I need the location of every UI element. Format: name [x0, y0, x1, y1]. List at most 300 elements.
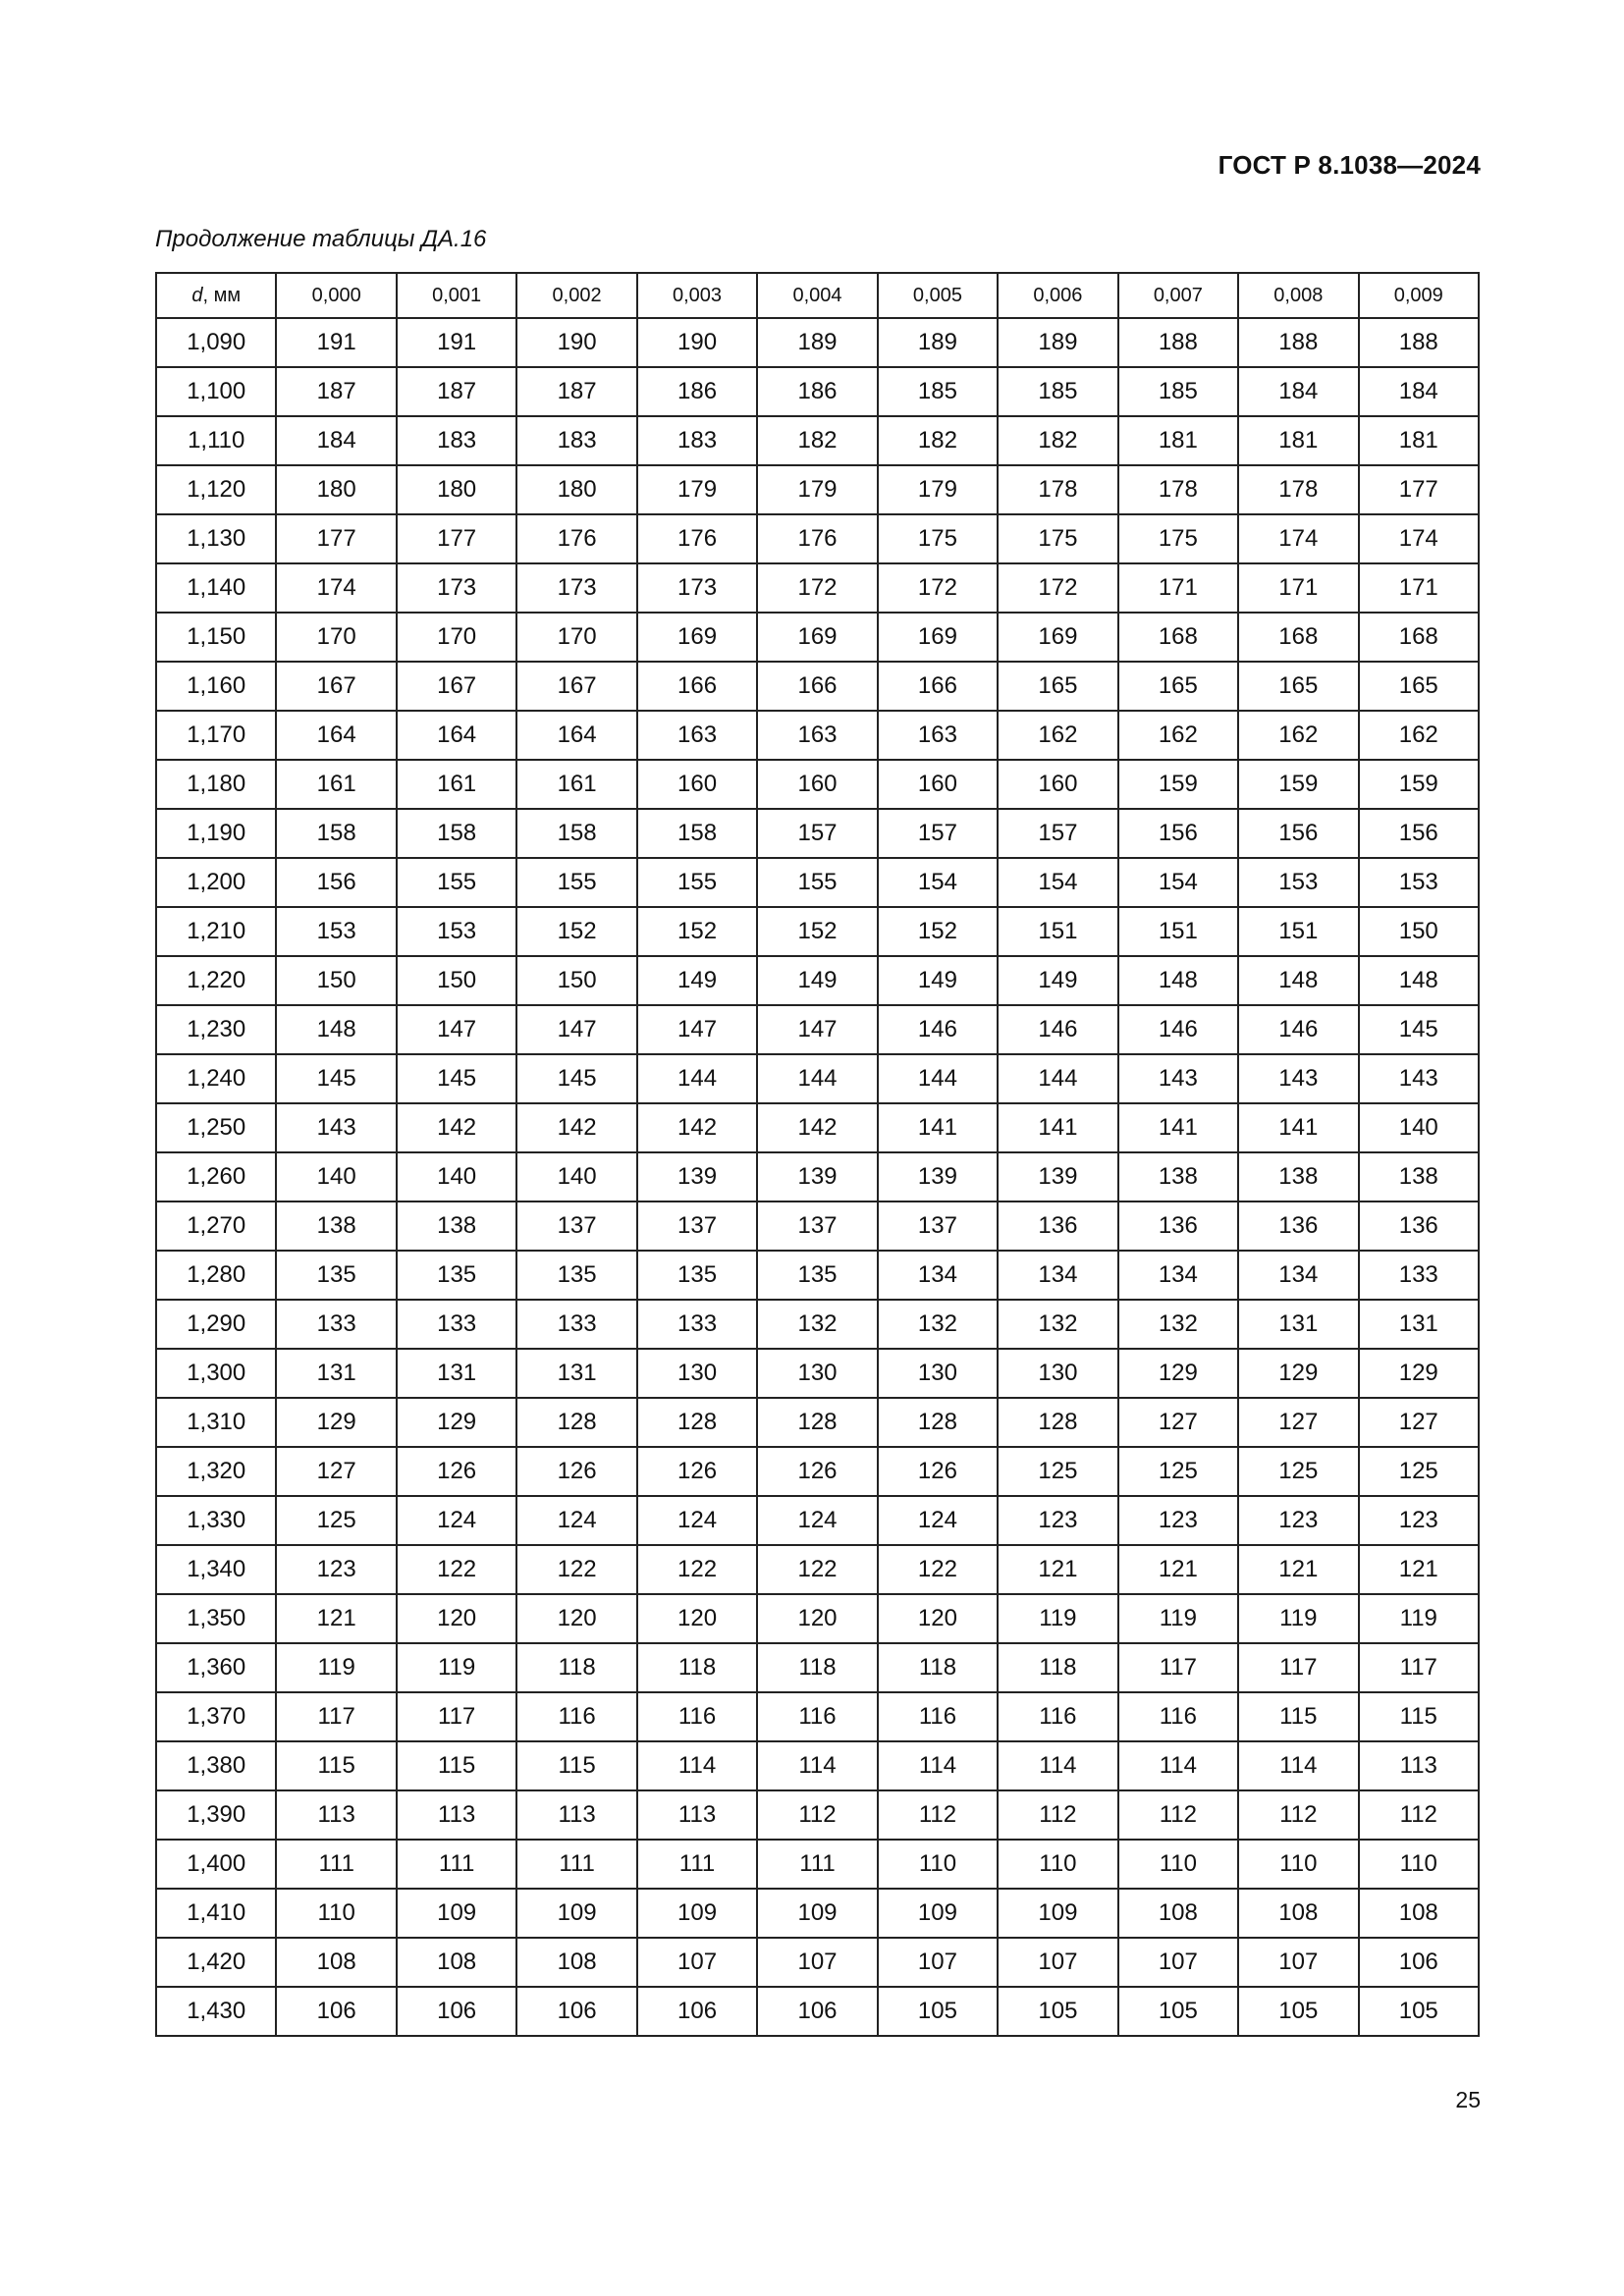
table-cell: 155 — [757, 858, 877, 907]
table-row — [156, 1643, 1479, 1692]
table-cell: 114 — [757, 1741, 877, 1790]
table-cell: 154 — [878, 858, 998, 907]
table-cell: 153 — [276, 907, 396, 956]
table-cell: 175 — [878, 514, 998, 563]
table-row — [156, 318, 1479, 367]
header-cell: 0,006 — [998, 273, 1117, 318]
table-cell: 179 — [757, 465, 877, 514]
table-cell: 143 — [276, 1103, 396, 1152]
table-cell: 169 — [878, 613, 998, 662]
table-cell: 117 — [1359, 1643, 1479, 1692]
table-cell: 119 — [1359, 1594, 1479, 1643]
table-cell: 177 — [276, 514, 396, 563]
table-row — [156, 1741, 1479, 1790]
table-cell: 156 — [1359, 809, 1479, 858]
table-cell: 178 — [998, 465, 1117, 514]
table-cell: 143 — [1238, 1054, 1358, 1103]
table-cell: 151 — [1238, 907, 1358, 956]
table-row — [156, 1889, 1479, 1938]
table-row — [156, 613, 1479, 662]
table-cell: 119 — [1118, 1594, 1238, 1643]
table-cell: 122 — [637, 1545, 757, 1594]
table-cell: 127 — [1359, 1398, 1479, 1447]
header-cell: 0,007 — [1118, 273, 1238, 318]
table-body — [156, 318, 1479, 2036]
table-cell: 140 — [397, 1152, 516, 1201]
table-cell: 109 — [397, 1889, 516, 1938]
table-cell: 131 — [276, 1349, 396, 1398]
table-cell: 154 — [998, 858, 1117, 907]
table-cell: 138 — [1238, 1152, 1358, 1201]
table-cell: 182 — [878, 416, 998, 465]
table-cell: 135 — [276, 1251, 396, 1300]
table-cell: 153 — [1238, 858, 1358, 907]
table-cell: 106 — [397, 1987, 516, 2036]
table-cell: 157 — [757, 809, 877, 858]
table-cell: 110 — [1118, 1840, 1238, 1889]
table-cell: 141 — [1118, 1103, 1238, 1152]
d-value-cell: 1,110 — [156, 416, 276, 465]
table-cell: 120 — [516, 1594, 636, 1643]
table-row — [156, 1790, 1479, 1840]
table-cell: 107 — [878, 1938, 998, 1987]
table-cell: 145 — [397, 1054, 516, 1103]
table-cell: 159 — [1359, 760, 1479, 809]
table-cell: 191 — [276, 318, 396, 367]
table-row — [156, 1840, 1479, 1889]
table-cell: 113 — [397, 1790, 516, 1840]
d-value-cell: 1,370 — [156, 1692, 276, 1741]
table-cell: 133 — [637, 1300, 757, 1349]
table-cell: 176 — [757, 514, 877, 563]
table-cell: 147 — [397, 1005, 516, 1054]
table-cell: 112 — [998, 1790, 1117, 1840]
table-cell: 129 — [1238, 1349, 1358, 1398]
data-table — [155, 272, 1480, 2037]
table-cell: 142 — [757, 1103, 877, 1152]
table-cell: 114 — [1238, 1741, 1358, 1790]
table-cell: 137 — [757, 1201, 877, 1251]
table-cell: 107 — [998, 1938, 1117, 1987]
table-cell: 119 — [998, 1594, 1117, 1643]
table-cell: 191 — [397, 318, 516, 367]
table-cell: 169 — [998, 613, 1117, 662]
table-cell: 127 — [1238, 1398, 1358, 1447]
table-cell: 119 — [1238, 1594, 1358, 1643]
table-cell: 141 — [878, 1103, 998, 1152]
table-cell: 148 — [1238, 956, 1358, 1005]
d-value-cell: 1,380 — [156, 1741, 276, 1790]
table-cell: 155 — [637, 858, 757, 907]
table-cell: 185 — [998, 367, 1117, 416]
table-cell: 140 — [276, 1152, 396, 1201]
table-row — [156, 1201, 1479, 1251]
table-cell: 189 — [878, 318, 998, 367]
table-cell: 151 — [998, 907, 1117, 956]
table-cell: 112 — [878, 1790, 998, 1840]
table-cell: 139 — [757, 1152, 877, 1201]
table-cell: 106 — [757, 1987, 877, 2036]
table-cell: 131 — [1359, 1300, 1479, 1349]
table-cell: 132 — [1118, 1300, 1238, 1349]
table-cell: 129 — [1118, 1349, 1238, 1398]
table-cell: 184 — [1359, 367, 1479, 416]
table-cell: 174 — [1359, 514, 1479, 563]
table-cell: 144 — [637, 1054, 757, 1103]
header-cell: 0,004 — [757, 273, 877, 318]
table-cell: 107 — [757, 1938, 877, 1987]
table-cell: 138 — [397, 1201, 516, 1251]
table-cell: 114 — [878, 1741, 998, 1790]
table-cell: 123 — [1359, 1496, 1479, 1545]
table-cell: 109 — [757, 1889, 877, 1938]
header-cell: 0,001 — [397, 273, 516, 318]
table-cell: 122 — [397, 1545, 516, 1594]
table-cell: 187 — [397, 367, 516, 416]
table-cell: 171 — [1238, 563, 1358, 613]
table-cell: 184 — [1238, 367, 1358, 416]
table-cell: 125 — [1359, 1447, 1479, 1496]
d-value-cell: 1,310 — [156, 1398, 276, 1447]
table-cell: 164 — [516, 711, 636, 760]
table-cell: 111 — [637, 1840, 757, 1889]
table-cell: 181 — [1238, 416, 1358, 465]
table-cell: 129 — [276, 1398, 396, 1447]
table-cell: 166 — [637, 662, 757, 711]
table-cell: 150 — [516, 956, 636, 1005]
table-cell: 110 — [1359, 1840, 1479, 1889]
table-cell: 149 — [637, 956, 757, 1005]
table-cell: 121 — [1359, 1545, 1479, 1594]
table-cell: 119 — [276, 1643, 396, 1692]
d-value-cell: 1,250 — [156, 1103, 276, 1152]
table-cell: 141 — [998, 1103, 1117, 1152]
table-row — [156, 858, 1479, 907]
table-cell: 136 — [1238, 1201, 1358, 1251]
table-cell: 180 — [397, 465, 516, 514]
table-cell: 149 — [757, 956, 877, 1005]
table-row — [156, 907, 1479, 956]
table-cell: 125 — [1118, 1447, 1238, 1496]
table-cell: 166 — [757, 662, 877, 711]
table-cell: 123 — [1238, 1496, 1358, 1545]
table-row — [156, 367, 1479, 416]
table-cell: 170 — [516, 613, 636, 662]
table-cell: 182 — [757, 416, 877, 465]
d-value-cell: 1,100 — [156, 367, 276, 416]
d-value-cell: 1,160 — [156, 662, 276, 711]
table-cell: 152 — [637, 907, 757, 956]
table-cell: 179 — [637, 465, 757, 514]
table-cell: 132 — [757, 1300, 877, 1349]
d-value-cell: 1,230 — [156, 1005, 276, 1054]
table-cell: 134 — [1238, 1251, 1358, 1300]
table-cell: 145 — [516, 1054, 636, 1103]
table-cell: 105 — [998, 1987, 1117, 2036]
table-cell: 127 — [1118, 1398, 1238, 1447]
table-cell: 142 — [516, 1103, 636, 1152]
table-cell: 189 — [998, 318, 1117, 367]
table-cell: 128 — [516, 1398, 636, 1447]
table-cell: 161 — [516, 760, 636, 809]
table-cell: 165 — [998, 662, 1117, 711]
table-cell: 111 — [397, 1840, 516, 1889]
table-cell: 176 — [516, 514, 636, 563]
d-value-cell: 1,180 — [156, 760, 276, 809]
table-cell: 123 — [1118, 1496, 1238, 1545]
d-value-cell: 1,090 — [156, 318, 276, 367]
table-cell: 187 — [276, 367, 396, 416]
table-cell: 168 — [1359, 613, 1479, 662]
table-cell: 190 — [637, 318, 757, 367]
table-cell: 105 — [878, 1987, 998, 2036]
table-cell: 109 — [637, 1889, 757, 1938]
table-cell: 168 — [1118, 613, 1238, 662]
table-cell: 170 — [276, 613, 396, 662]
table-cell: 113 — [276, 1790, 396, 1840]
table-row — [156, 711, 1479, 760]
table-cell: 183 — [516, 416, 636, 465]
table-row — [156, 1987, 1479, 2036]
table-cell: 133 — [516, 1300, 636, 1349]
table-cell: 115 — [1359, 1692, 1479, 1741]
table-cell: 139 — [637, 1152, 757, 1201]
table-cell: 174 — [276, 563, 396, 613]
table-cell: 126 — [516, 1447, 636, 1496]
table-row — [156, 1398, 1479, 1447]
table-cell: 118 — [998, 1643, 1117, 1692]
table-cell: 113 — [1359, 1741, 1479, 1790]
table-cell: 185 — [878, 367, 998, 416]
table-cell: 153 — [397, 907, 516, 956]
table-cell: 105 — [1118, 1987, 1238, 2036]
table-row — [156, 1447, 1479, 1496]
table-cell: 124 — [757, 1496, 877, 1545]
table-cell: 161 — [276, 760, 396, 809]
table-cell: 106 — [516, 1987, 636, 2036]
d-value-cell: 1,260 — [156, 1152, 276, 1201]
table-cell: 133 — [276, 1300, 396, 1349]
d-unit: , мм — [202, 284, 242, 306]
table-cell: 167 — [516, 662, 636, 711]
table-cell: 167 — [397, 662, 516, 711]
table-cell: 110 — [276, 1889, 396, 1938]
table-cell: 128 — [757, 1398, 877, 1447]
table-cell: 155 — [397, 858, 516, 907]
table-cell: 162 — [1118, 711, 1238, 760]
table-cell: 188 — [1238, 318, 1358, 367]
table-cell: 149 — [998, 956, 1117, 1005]
table-cell: 105 — [1359, 1987, 1479, 2036]
d-value-cell: 1,400 — [156, 1840, 276, 1889]
table-cell: 186 — [757, 367, 877, 416]
table-cell: 178 — [1238, 465, 1358, 514]
table-row — [156, 809, 1479, 858]
d-value-cell: 1,280 — [156, 1251, 276, 1300]
table-row — [156, 514, 1479, 563]
table-cell: 180 — [516, 465, 636, 514]
table-row — [156, 662, 1479, 711]
table-cell: 135 — [637, 1251, 757, 1300]
table-cell: 135 — [397, 1251, 516, 1300]
table-cell: 174 — [1238, 514, 1358, 563]
d-value-cell: 1,200 — [156, 858, 276, 907]
table-cell: 160 — [757, 760, 877, 809]
table-cell: 162 — [1359, 711, 1479, 760]
table-cell: 168 — [1238, 613, 1358, 662]
header-cell: 0,005 — [878, 273, 998, 318]
table-cell: 144 — [757, 1054, 877, 1103]
table-cell: 135 — [516, 1251, 636, 1300]
table-cell: 155 — [516, 858, 636, 907]
table-cell: 142 — [637, 1103, 757, 1152]
table-cell: 128 — [878, 1398, 998, 1447]
header-cell: 0,000 — [276, 273, 396, 318]
table-cell: 111 — [757, 1840, 877, 1889]
table-cell: 107 — [637, 1938, 757, 1987]
table-cell: 160 — [637, 760, 757, 809]
table-cell: 114 — [1118, 1741, 1238, 1790]
table-cell: 172 — [878, 563, 998, 613]
d-value-cell: 1,300 — [156, 1349, 276, 1398]
table-cell: 138 — [1359, 1152, 1479, 1201]
table-cell: 181 — [1359, 416, 1479, 465]
table-cell: 136 — [998, 1201, 1117, 1251]
table-cell: 167 — [276, 662, 396, 711]
table-cell: 137 — [637, 1201, 757, 1251]
table-cell: 159 — [1238, 760, 1358, 809]
table-cell: 163 — [878, 711, 998, 760]
table-header-row — [156, 273, 1479, 318]
table-cell: 122 — [757, 1545, 877, 1594]
table-cell: 173 — [516, 563, 636, 613]
table-cell: 132 — [878, 1300, 998, 1349]
table-cell: 109 — [516, 1889, 636, 1938]
header-cell-d — [156, 273, 276, 318]
table-cell: 166 — [878, 662, 998, 711]
table-cell: 146 — [998, 1005, 1117, 1054]
table-cell: 112 — [1118, 1790, 1238, 1840]
table-cell: 134 — [998, 1251, 1117, 1300]
table-cell: 172 — [757, 563, 877, 613]
table-cell: 144 — [878, 1054, 998, 1103]
table-cell: 152 — [757, 907, 877, 956]
d-value-cell: 1,140 — [156, 563, 276, 613]
table-row — [156, 1152, 1479, 1201]
table-cell: 147 — [516, 1005, 636, 1054]
table-cell: 120 — [397, 1594, 516, 1643]
table-row — [156, 1054, 1479, 1103]
d-value-cell: 1,430 — [156, 1987, 276, 2036]
table-cell: 121 — [276, 1594, 396, 1643]
table-cell: 118 — [516, 1643, 636, 1692]
table-cell: 177 — [1359, 465, 1479, 514]
table-cell: 146 — [1118, 1005, 1238, 1054]
table-cell: 153 — [1359, 858, 1479, 907]
table-cell: 129 — [1359, 1349, 1479, 1398]
table-cell: 150 — [276, 956, 396, 1005]
table-cell: 124 — [878, 1496, 998, 1545]
table-cell: 119 — [397, 1643, 516, 1692]
table-cell: 172 — [998, 563, 1117, 613]
table-cell: 140 — [516, 1152, 636, 1201]
table-cell: 116 — [757, 1692, 877, 1741]
table-cell: 130 — [637, 1349, 757, 1398]
table-cell: 109 — [998, 1889, 1117, 1938]
table-cell: 148 — [1118, 956, 1238, 1005]
table-cell: 110 — [998, 1840, 1117, 1889]
table-cell: 152 — [878, 907, 998, 956]
table-cell: 120 — [878, 1594, 998, 1643]
table-cell: 106 — [276, 1987, 396, 2036]
table-cell: 115 — [276, 1741, 396, 1790]
table-cell: 165 — [1359, 662, 1479, 711]
table-cell: 127 — [276, 1447, 396, 1496]
table-cell: 147 — [757, 1005, 877, 1054]
table-cell: 181 — [1118, 416, 1238, 465]
table-cell: 183 — [637, 416, 757, 465]
table-cell: 130 — [878, 1349, 998, 1398]
table-cell: 156 — [1238, 809, 1358, 858]
table-cell: 126 — [878, 1447, 998, 1496]
table-cell: 121 — [998, 1545, 1117, 1594]
table-cell: 190 — [516, 318, 636, 367]
table-cell: 141 — [1238, 1103, 1358, 1152]
d-symbol: d — [191, 284, 203, 306]
d-value-cell: 1,270 — [156, 1201, 276, 1251]
table-cell: 106 — [1359, 1938, 1479, 1987]
table-cell: 115 — [397, 1741, 516, 1790]
table-cell: 108 — [516, 1938, 636, 1987]
table-cell: 187 — [516, 367, 636, 416]
d-value-cell: 1,190 — [156, 809, 276, 858]
table-cell: 128 — [998, 1398, 1117, 1447]
d-value-cell: 1,210 — [156, 907, 276, 956]
table-cell: 169 — [757, 613, 877, 662]
d-value-cell: 1,290 — [156, 1300, 276, 1349]
table-row — [156, 1594, 1479, 1643]
table-cell: 151 — [1118, 907, 1238, 956]
table-row — [156, 1938, 1479, 1987]
table-cell: 165 — [1118, 662, 1238, 711]
table-cell: 171 — [1359, 563, 1479, 613]
table-cell: 121 — [1118, 1545, 1238, 1594]
table-cell: 144 — [998, 1054, 1117, 1103]
table-cell: 117 — [1118, 1643, 1238, 1692]
table-caption: Продолжение таблицы ДА.16 — [155, 226, 487, 252]
table-cell: 114 — [998, 1741, 1117, 1790]
table-cell: 124 — [397, 1496, 516, 1545]
table-cell: 108 — [397, 1938, 516, 1987]
table-cell: 139 — [998, 1152, 1117, 1201]
table-cell: 178 — [1118, 465, 1238, 514]
table-cell: 163 — [757, 711, 877, 760]
table-cell: 129 — [397, 1398, 516, 1447]
table-cell: 107 — [1118, 1938, 1238, 1987]
d-value-cell: 1,120 — [156, 465, 276, 514]
table-cell: 165 — [1238, 662, 1358, 711]
table-cell: 117 — [276, 1692, 396, 1741]
table-cell: 138 — [1118, 1152, 1238, 1201]
table-cell: 169 — [637, 613, 757, 662]
d-value-cell: 1,220 — [156, 956, 276, 1005]
table-cell: 108 — [1118, 1889, 1238, 1938]
table-cell: 133 — [1359, 1251, 1479, 1300]
table-cell: 107 — [1238, 1938, 1358, 1987]
table-cell: 126 — [757, 1447, 877, 1496]
table-cell: 146 — [1238, 1005, 1358, 1054]
table-cell: 108 — [276, 1938, 396, 1987]
